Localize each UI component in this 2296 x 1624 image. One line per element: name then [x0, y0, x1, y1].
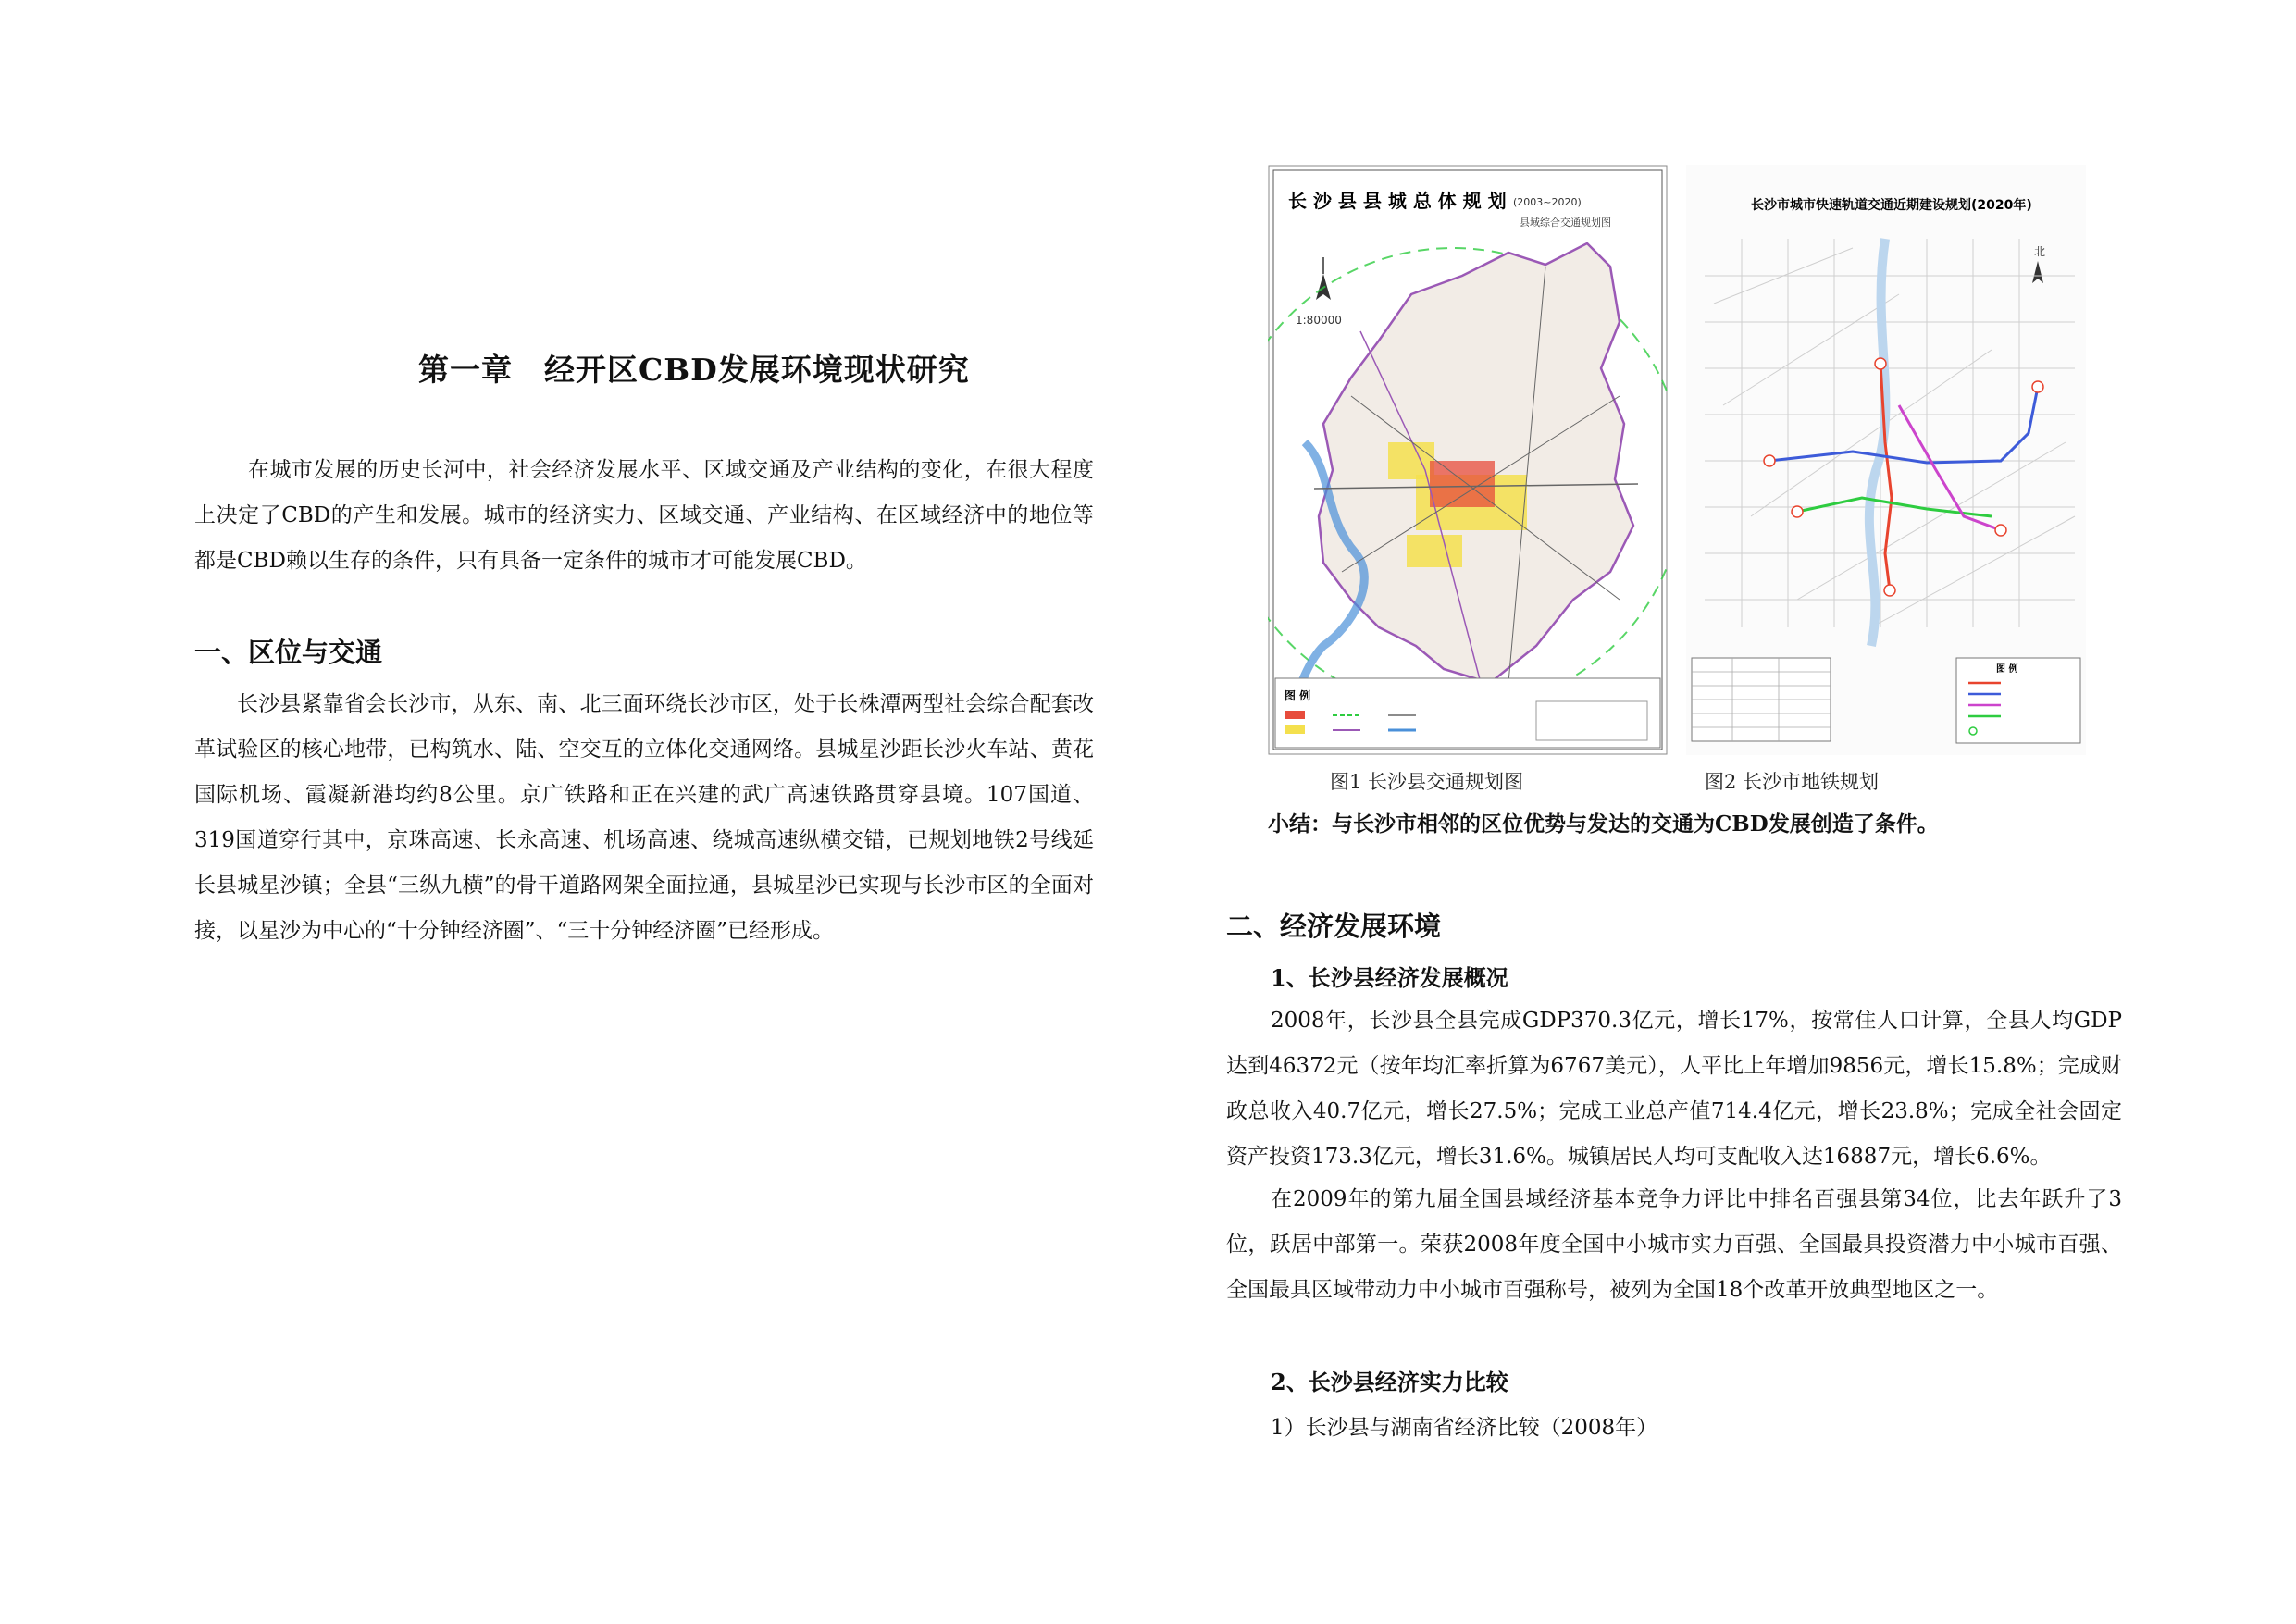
section1-body: 长沙县紧靠省会长沙市，从东、南、北三面环绕长沙市区，处于长株潭两型社会综合配套改革试验区的核心地带，已构筑水、陆、空交互的立体化交通网络。县城星沙距长沙火车站、黄花国际机场、霞凝新港均约8公里。京广铁路和正在兴建的武广高速铁路贯穿县境。107国道、319国道穿行其中，京珠高速、长永高速、机场高速、绕城高速纵横交错，已规划地铁2号线延长县城星沙镇；全县“三纵九横”的骨干道路网架全面拉通，县城星沙已实现与长沙市区的全面对接，以星沙为中心的“十分钟经济圈”、“三十分钟经济圈”已经形成。 — [194, 692, 1094, 943]
map2-title: 长沙市城市快速轨道交通近期建设规划(2020年) — [1751, 198, 2032, 213]
figure1-map — [1268, 165, 1668, 755]
comparison-item-1: 1）长沙县与湖南省经济比较（2008年） — [1271, 1416, 1658, 1440]
map1-legend-title: 图 例 — [1285, 689, 1311, 702]
figure1-caption: 图1 长沙县交通规划图 — [1330, 771, 1524, 793]
county-traffic-map — [1268, 165, 1668, 755]
chapter-title: 第一章 经开区CBD发展环境现状研究 — [418, 352, 970, 388]
map2-north: 北 — [2034, 245, 2046, 258]
section2-heading: 二、经济发展环境 — [1226, 911, 1442, 942]
map1-title: 长 沙 县 县 城 总 体 规 划 — [1288, 190, 1507, 212]
section2-sub1-heading: 1、长沙县经济发展概况 — [1271, 964, 1508, 991]
map1-scale: 1:80000 — [1296, 314, 1342, 327]
intro-paragraph: 在城市发展的历史长河中，社会经济发展水平、区域交通及产业结构的变化，在很大程度上决定了CBD的产生和发展。城市的经济实力、区域交通、产业结构、在区域经济中的地位等都是CBD赖以生存的条件，只有具备一定条件的城市才可能发展CBD。 — [194, 458, 1094, 573]
map2-legend-title: 图 例 — [1996, 664, 2018, 675]
figure2-map — [1686, 165, 2086, 755]
map1-years: (2003~2020) — [1513, 196, 1582, 208]
summary-text: 小结：与长沙市相邻的区位优势与发达的交通为CBD发展创造了条件。 — [1268, 812, 1939, 837]
figure2-caption: 图2 长沙市地铁规划 — [1705, 771, 1880, 793]
economy-paragraph-2: 在2009年的第九届全国县域经济基本竞争力评比中排名百强县第34位，比去年跃升了3位，跃居中部第一。荣获2008年度全国中小城市实力百强、全国最具投资潜力中小城市百强、全国最具区域带动力中小城市百强称号，被列为全国18个改革开放典型地区之一。 — [1226, 1187, 2122, 1302]
section1-heading: 一、区位与交通 — [194, 637, 383, 668]
section2-sub2-heading: 2、长沙县经济实力比较 — [1271, 1369, 1508, 1395]
county-center-area — [1430, 461, 1495, 507]
metro-plan-map — [1686, 165, 2086, 755]
economy-paragraph-1: 2008年，长沙县全县完成GDP370.3亿元，增长17%，按常住人口计算，全县人均GDP达到46372元（按年均汇率折算为6767美元），人平比上年增加9856元，增长15.8%；完成财政总收入40.7亿元，增长27.5%；完成工业总产值714.4亿元，增长23.8%；完成全社会固定资产投资173.3亿元，增长31.6%。城镇居民人均可支配收入达16887元，增长6.6%。 — [1226, 1009, 2122, 1169]
map1-subtitle: 县域综合交通规划图 — [1520, 217, 1611, 229]
